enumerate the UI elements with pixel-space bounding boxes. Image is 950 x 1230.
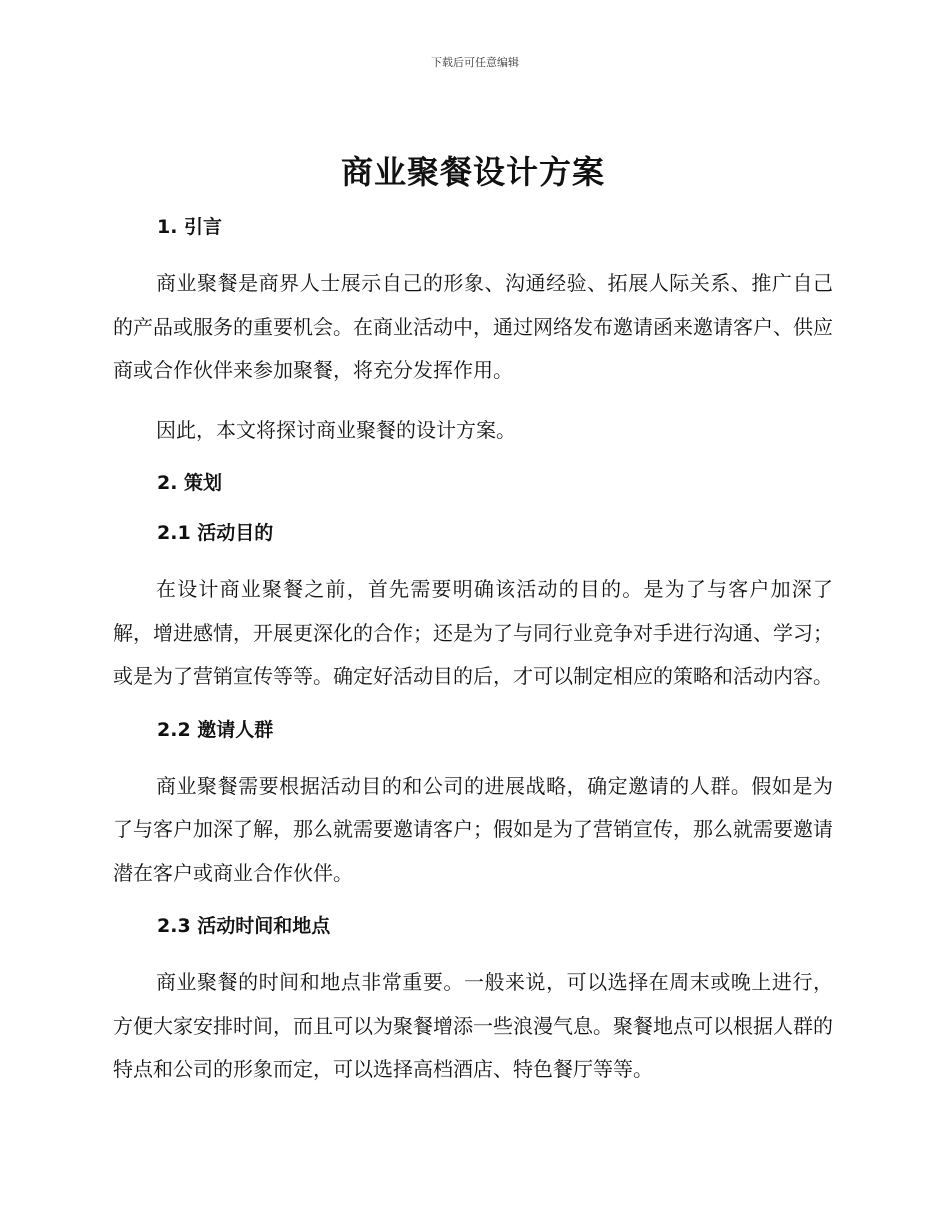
paragraph: 商业聚餐是商界人士展示自己的形象、沟通经验、拓展人际关系、推广自己的产品或服务的重要机会。在商业活动中，通过网络发布邀请函来邀请客户、供应商或合作伙伴来参加聚餐，将充分发挥作用。: [113, 271, 833, 382]
paragraph: 商业聚餐需要根据活动目的和公司的进展战略，确定邀请的人群。假如是为了与客户加深了解，那么就需要邀请客户；假如是为了营销宣传，那么就需要邀请潜在客户或商业合作伙伴。: [113, 773, 833, 885]
section-time-and-venue: [113, 911, 833, 1092]
section-event-purpose: [113, 518, 833, 715]
document-body: [113, 150, 833, 1092]
subsection-heading: 2.2 邀请人群: [157, 718, 274, 741]
section-heading: 1. 引言: [157, 216, 223, 238]
paragraph: 因此，本文将探讨商业聚餐的设计方案。: [156, 417, 516, 442]
section-heading: 2. 策划: [157, 472, 223, 494]
subsection-heading: 2.3 活动时间和地点: [157, 915, 331, 937]
subsection-heading: 2.1 活动目的: [157, 522, 274, 544]
paragraph: 商业聚餐的时间和地点非常重要。一般来说，可以选择在周末或晚上进行，方便大家安排时间，而且可以为聚餐增添一些浪漫气息。聚餐地点可以根据人群的特点和公司的形象而定，可以选择高档酒店、特色餐厅等等。: [113, 970, 833, 1081]
document-title: 商业聚餐设计方案: [340, 153, 605, 191]
paragraph: 在设计商业聚餐之前，首先需要明确该活动的目的。是为了与客户加深了解，增进感情，开展更深化的合作；还是为了与同行业竞争对手进行沟通、学习；或是为了营销宣传等等。确定好活动目的后，才可以制定相应的策略和活动内容。: [113, 577, 833, 688]
section-introduction: [113, 212, 833, 468]
section-invitees: [113, 715, 833, 912]
page-header-note: 下载后可任意编辑: [431, 56, 519, 69]
section-planning: [113, 468, 833, 518]
